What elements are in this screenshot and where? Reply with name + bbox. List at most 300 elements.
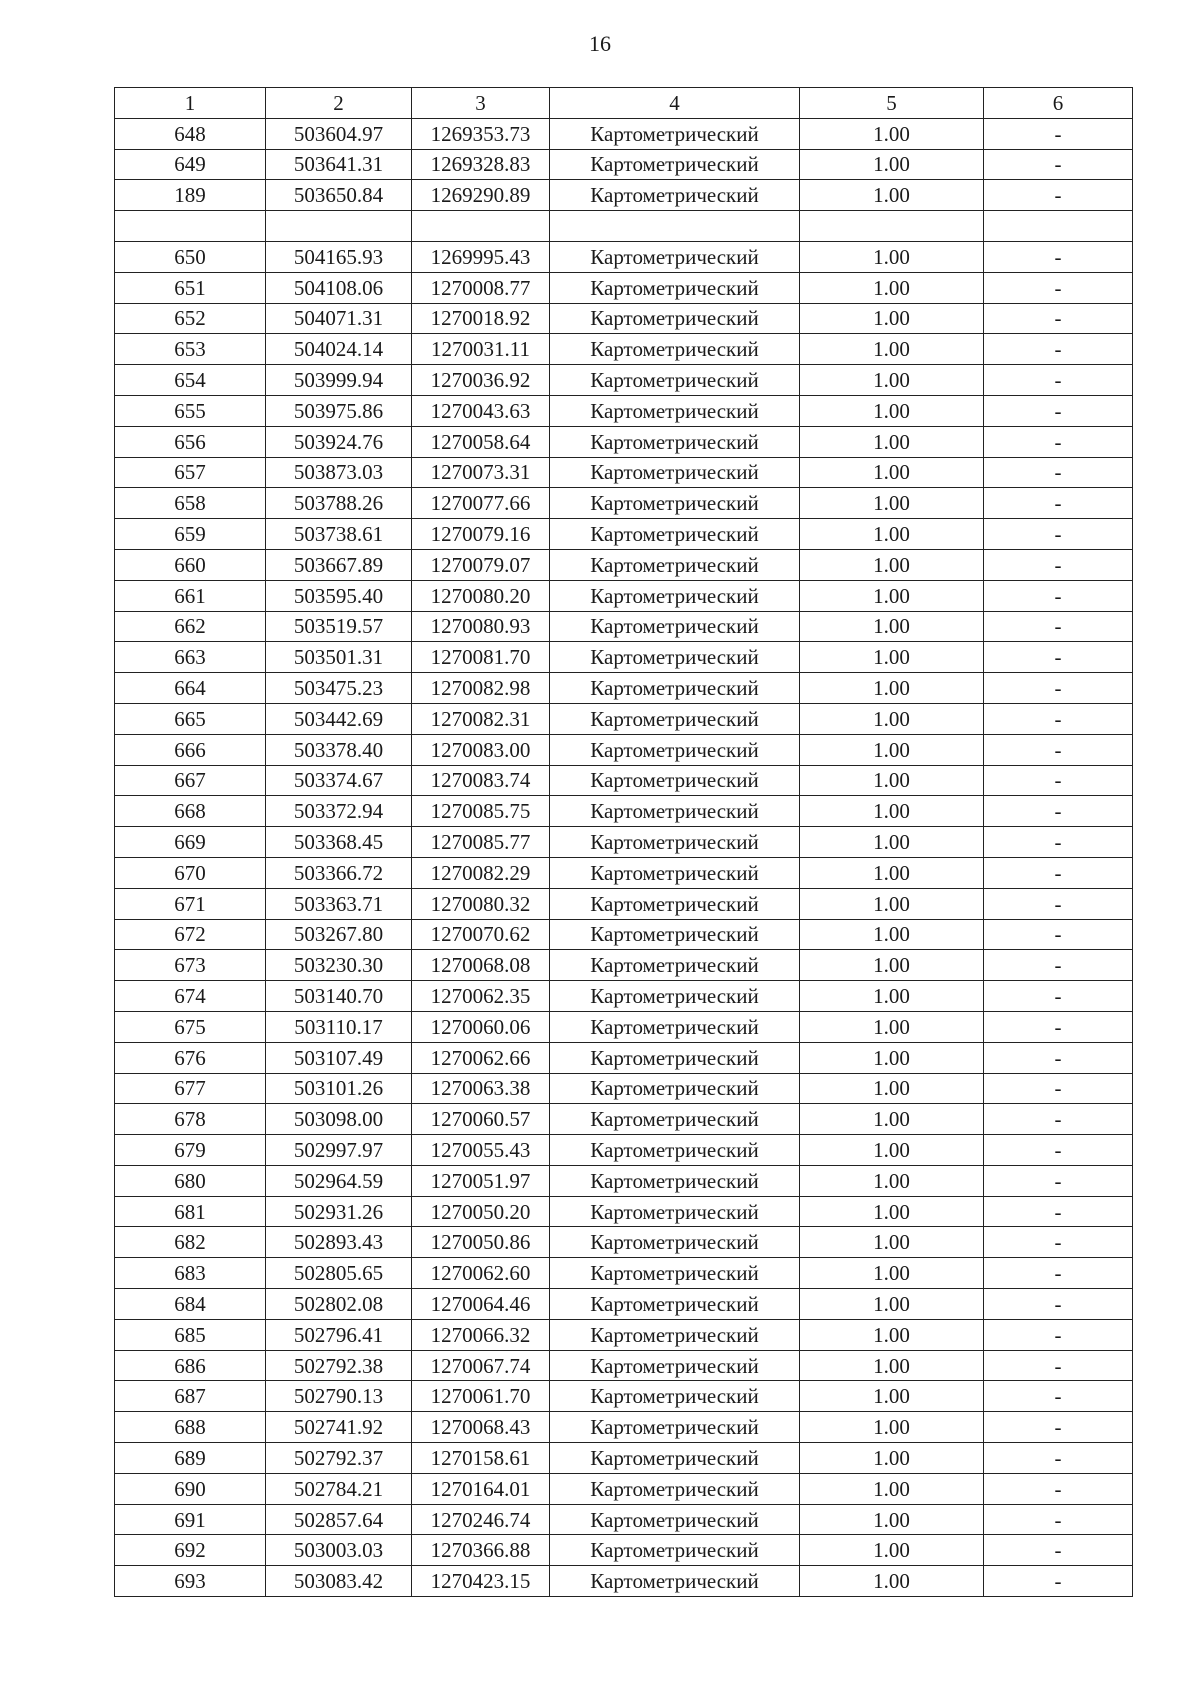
y-coordinate-cell: 1270080.93 <box>412 611 550 642</box>
point-number-cell: 689 <box>115 1443 266 1474</box>
note-cell: - <box>984 334 1133 365</box>
point-number-cell: 678 <box>115 1104 266 1135</box>
table-row <box>115 1289 1133 1320</box>
table-row <box>115 734 1133 765</box>
y-coordinate-cell: 1270085.77 <box>412 827 550 858</box>
accuracy-cell: 1.00 <box>800 765 984 796</box>
note-cell: - <box>984 1227 1133 1258</box>
method-cell: Картометрический <box>550 1412 800 1443</box>
method-cell: Картометрический <box>550 241 800 272</box>
accuracy-cell: 1.00 <box>800 981 984 1012</box>
method-cell: Картометрический <box>550 1381 800 1412</box>
note-cell <box>984 211 1133 242</box>
accuracy-cell: 1.00 <box>800 1042 984 1073</box>
table-row <box>115 611 1133 642</box>
x-coordinate-cell: 503788.26 <box>266 488 412 519</box>
point-number-cell: 675 <box>115 1011 266 1042</box>
y-coordinate-cell: 1270081.70 <box>412 642 550 673</box>
y-coordinate-cell: 1270070.62 <box>412 919 550 950</box>
method-cell: Картометрический <box>550 457 800 488</box>
note-cell: - <box>984 857 1133 888</box>
point-number-cell: 656 <box>115 426 266 457</box>
x-coordinate-cell: 502931.26 <box>266 1196 412 1227</box>
x-coordinate-cell: 503267.80 <box>266 919 412 950</box>
method-cell: Картометрический <box>550 673 800 704</box>
column-header-2: 2 <box>266 88 412 119</box>
x-coordinate-cell: 503604.97 <box>266 118 412 149</box>
note-cell: - <box>984 149 1133 180</box>
y-coordinate-cell: 1270083.00 <box>412 734 550 765</box>
point-number-cell: 653 <box>115 334 266 365</box>
accuracy-cell: 1.00 <box>800 1289 984 1320</box>
y-coordinate-cell: 1270080.32 <box>412 888 550 919</box>
note-cell: - <box>984 272 1133 303</box>
y-coordinate-cell: 1270366.88 <box>412 1535 550 1566</box>
y-coordinate-cell: 1269328.83 <box>412 149 550 180</box>
point-number-cell: 661 <box>115 580 266 611</box>
note-cell: - <box>984 549 1133 580</box>
y-coordinate-cell: 1270066.32 <box>412 1319 550 1350</box>
note-cell: - <box>984 1350 1133 1381</box>
x-coordinate-cell: 503999.94 <box>266 365 412 396</box>
note-cell: - <box>984 888 1133 919</box>
accuracy-cell: 1.00 <box>800 457 984 488</box>
accuracy-cell: 1.00 <box>800 334 984 365</box>
point-number-cell: 679 <box>115 1135 266 1166</box>
note-cell: - <box>984 673 1133 704</box>
method-cell: Картометрический <box>550 1196 800 1227</box>
y-coordinate-cell: 1269995.43 <box>412 241 550 272</box>
note-cell: - <box>984 1443 1133 1474</box>
x-coordinate-cell <box>266 211 412 242</box>
method-cell: Картометрический <box>550 981 800 1012</box>
y-coordinate-cell: 1270068.43 <box>412 1412 550 1443</box>
point-number-cell: 662 <box>115 611 266 642</box>
point-number-cell: 648 <box>115 118 266 149</box>
point-number-cell <box>115 211 266 242</box>
point-number-cell: 681 <box>115 1196 266 1227</box>
x-coordinate-cell: 503101.26 <box>266 1073 412 1104</box>
point-number-cell: 687 <box>115 1381 266 1412</box>
note-cell: - <box>984 1535 1133 1566</box>
table-row <box>115 827 1133 858</box>
note-cell: - <box>984 457 1133 488</box>
table-row <box>115 1412 1133 1443</box>
point-number-cell: 649 <box>115 149 266 180</box>
point-number-cell: 659 <box>115 519 266 550</box>
method-cell: Картометрический <box>550 1011 800 1042</box>
note-cell: - <box>984 1258 1133 1289</box>
y-coordinate-cell: 1270036.92 <box>412 365 550 396</box>
note-cell: - <box>984 1135 1133 1166</box>
method-cell: Картометрический <box>550 1042 800 1073</box>
table-row <box>115 457 1133 488</box>
accuracy-cell: 1.00 <box>800 118 984 149</box>
x-coordinate-cell: 502893.43 <box>266 1227 412 1258</box>
accuracy-cell: 1.00 <box>800 1073 984 1104</box>
method-cell: Картометрический <box>550 827 800 858</box>
accuracy-cell: 1.00 <box>800 1258 984 1289</box>
x-coordinate-cell: 503501.31 <box>266 642 412 673</box>
y-coordinate-cell: 1270079.07 <box>412 549 550 580</box>
method-cell: Картометрический <box>550 642 800 673</box>
table-row <box>115 211 1133 242</box>
note-cell: - <box>984 241 1133 272</box>
table-row <box>115 1196 1133 1227</box>
x-coordinate-cell: 503230.30 <box>266 950 412 981</box>
x-coordinate-cell: 504165.93 <box>266 241 412 272</box>
table-row <box>115 1566 1133 1597</box>
x-coordinate-cell: 503363.71 <box>266 888 412 919</box>
x-coordinate-cell: 503098.00 <box>266 1104 412 1135</box>
point-number-cell: 680 <box>115 1165 266 1196</box>
table-row <box>115 1227 1133 1258</box>
method-cell: Картометрический <box>550 1566 800 1597</box>
x-coordinate-cell: 502741.92 <box>266 1412 412 1443</box>
x-coordinate-cell: 503595.40 <box>266 580 412 611</box>
y-coordinate-cell: 1270008.77 <box>412 272 550 303</box>
table-row <box>115 703 1133 734</box>
table-row <box>115 1073 1133 1104</box>
x-coordinate-cell: 504024.14 <box>266 334 412 365</box>
point-number-cell: 682 <box>115 1227 266 1258</box>
method-cell: Картометрический <box>550 149 800 180</box>
column-header-1: 1 <box>115 88 266 119</box>
table-row <box>115 519 1133 550</box>
method-cell: Картометрический <box>550 118 800 149</box>
column-header-5: 5 <box>800 88 984 119</box>
y-coordinate-cell: 1270060.06 <box>412 1011 550 1042</box>
method-cell: Картометрический <box>550 580 800 611</box>
y-coordinate-cell: 1270158.61 <box>412 1443 550 1474</box>
x-coordinate-cell: 502796.41 <box>266 1319 412 1350</box>
x-coordinate-cell: 503641.31 <box>266 149 412 180</box>
method-cell: Картометрический <box>550 888 800 919</box>
accuracy-cell: 1.00 <box>800 426 984 457</box>
table-row <box>115 1473 1133 1504</box>
table-row <box>115 303 1133 334</box>
point-number-cell: 666 <box>115 734 266 765</box>
point-number-cell: 674 <box>115 981 266 1012</box>
table-body <box>115 118 1133 1596</box>
y-coordinate-cell: 1269353.73 <box>412 118 550 149</box>
method-cell: Картометрический <box>550 180 800 211</box>
accuracy-cell: 1.00 <box>800 919 984 950</box>
point-number-cell: 691 <box>115 1504 266 1535</box>
method-cell: Картометрический <box>550 1227 800 1258</box>
y-coordinate-cell: 1270083.74 <box>412 765 550 796</box>
method-cell: Картометрический <box>550 334 800 365</box>
point-number-cell: 189 <box>115 180 266 211</box>
table-row <box>115 1443 1133 1474</box>
table-row <box>115 580 1133 611</box>
accuracy-cell: 1.00 <box>800 519 984 550</box>
accuracy-cell: 1.00 <box>800 888 984 919</box>
note-cell: - <box>984 1011 1133 1042</box>
x-coordinate-cell: 502802.08 <box>266 1289 412 1320</box>
y-coordinate-cell: 1270067.74 <box>412 1350 550 1381</box>
y-coordinate-cell: 1270051.97 <box>412 1165 550 1196</box>
note-cell: - <box>984 796 1133 827</box>
point-number-cell: 650 <box>115 241 266 272</box>
table-row <box>115 1504 1133 1535</box>
point-number-cell: 658 <box>115 488 266 519</box>
point-number-cell: 660 <box>115 549 266 580</box>
y-coordinate-cell: 1270423.15 <box>412 1566 550 1597</box>
x-coordinate-cell: 503378.40 <box>266 734 412 765</box>
y-coordinate-cell: 1270077.66 <box>412 488 550 519</box>
table-row <box>115 549 1133 580</box>
accuracy-cell: 1.00 <box>800 1535 984 1566</box>
y-coordinate-cell: 1270062.66 <box>412 1042 550 1073</box>
note-cell: - <box>984 950 1133 981</box>
note-cell: - <box>984 1473 1133 1504</box>
note-cell: - <box>984 981 1133 1012</box>
note-cell: - <box>984 426 1133 457</box>
table-row <box>115 981 1133 1012</box>
note-cell: - <box>984 519 1133 550</box>
accuracy-cell: 1.00 <box>800 1504 984 1535</box>
method-cell: Картометрический <box>550 1443 800 1474</box>
note-cell: - <box>984 765 1133 796</box>
x-coordinate-cell: 503738.61 <box>266 519 412 550</box>
method-cell: Картометрический <box>550 1350 800 1381</box>
method-cell: Картометрический <box>550 519 800 550</box>
x-coordinate-cell: 503372.94 <box>266 796 412 827</box>
table-row <box>115 1258 1133 1289</box>
point-number-cell: 669 <box>115 827 266 858</box>
note-cell: - <box>984 1381 1133 1412</box>
table-row <box>115 857 1133 888</box>
table-row <box>115 919 1133 950</box>
x-coordinate-cell: 503519.57 <box>266 611 412 642</box>
column-header-3: 3 <box>412 88 550 119</box>
y-coordinate-cell: 1270062.60 <box>412 1258 550 1289</box>
point-number-cell: 676 <box>115 1042 266 1073</box>
table-row <box>115 241 1133 272</box>
accuracy-cell: 1.00 <box>800 642 984 673</box>
x-coordinate-cell: 503107.49 <box>266 1042 412 1073</box>
note-cell: - <box>984 303 1133 334</box>
x-coordinate-cell: 503140.70 <box>266 981 412 1012</box>
table-row <box>115 149 1133 180</box>
method-cell: Картометрический <box>550 488 800 519</box>
x-coordinate-cell: 503366.72 <box>266 857 412 888</box>
x-coordinate-cell: 502805.65 <box>266 1258 412 1289</box>
point-number-cell: 663 <box>115 642 266 673</box>
point-number-cell: 668 <box>115 796 266 827</box>
note-cell: - <box>984 118 1133 149</box>
note-cell: - <box>984 1412 1133 1443</box>
accuracy-cell: 1.00 <box>800 1135 984 1166</box>
table-row <box>115 426 1133 457</box>
note-cell: - <box>984 1289 1133 1320</box>
table-row <box>115 1135 1133 1166</box>
y-coordinate-cell: 1270164.01 <box>412 1473 550 1504</box>
accuracy-cell: 1.00 <box>800 1227 984 1258</box>
point-number-cell: 664 <box>115 673 266 704</box>
method-cell: Картометрический <box>550 549 800 580</box>
x-coordinate-cell: 502964.59 <box>266 1165 412 1196</box>
table-header-row <box>115 88 1133 119</box>
y-coordinate-cell: 1270062.35 <box>412 981 550 1012</box>
note-cell: - <box>984 1104 1133 1135</box>
y-coordinate-cell: 1270079.16 <box>412 519 550 550</box>
point-number-cell: 655 <box>115 395 266 426</box>
x-coordinate-cell: 502857.64 <box>266 1504 412 1535</box>
point-number-cell: 683 <box>115 1258 266 1289</box>
x-coordinate-cell: 502784.21 <box>266 1473 412 1504</box>
accuracy-cell: 1.00 <box>800 272 984 303</box>
accuracy-cell: 1.00 <box>800 1104 984 1135</box>
table-row <box>115 950 1133 981</box>
table-row <box>115 1319 1133 1350</box>
x-coordinate-cell: 503003.03 <box>266 1535 412 1566</box>
accuracy-cell: 1.00 <box>800 1443 984 1474</box>
y-coordinate-cell: 1270050.20 <box>412 1196 550 1227</box>
method-cell: Картометрический <box>550 950 800 981</box>
x-coordinate-cell: 503873.03 <box>266 457 412 488</box>
table-row <box>115 180 1133 211</box>
table-row <box>115 888 1133 919</box>
y-coordinate-cell <box>412 211 550 242</box>
y-coordinate-cell: 1270058.64 <box>412 426 550 457</box>
point-number-cell: 685 <box>115 1319 266 1350</box>
point-number-cell: 672 <box>115 919 266 950</box>
x-coordinate-cell: 503442.69 <box>266 703 412 734</box>
accuracy-cell: 1.00 <box>800 857 984 888</box>
note-cell: - <box>984 1196 1133 1227</box>
table-row <box>115 488 1133 519</box>
table-row <box>115 1535 1133 1566</box>
point-number-cell: 688 <box>115 1412 266 1443</box>
method-cell: Картометрический <box>550 703 800 734</box>
note-cell: - <box>984 642 1133 673</box>
y-coordinate-cell: 1270018.92 <box>412 303 550 334</box>
method-cell <box>550 211 800 242</box>
x-coordinate-cell: 502792.37 <box>266 1443 412 1474</box>
accuracy-cell: 1.00 <box>800 796 984 827</box>
note-cell: - <box>984 919 1133 950</box>
x-coordinate-cell: 502792.38 <box>266 1350 412 1381</box>
note-cell: - <box>984 488 1133 519</box>
table-row <box>115 334 1133 365</box>
note-cell: - <box>984 1504 1133 1535</box>
column-header-6: 6 <box>984 88 1133 119</box>
coordinates-table <box>114 87 1133 1597</box>
accuracy-cell: 1.00 <box>800 611 984 642</box>
y-coordinate-cell: 1270082.98 <box>412 673 550 704</box>
accuracy-cell: 1.00 <box>800 703 984 734</box>
method-cell: Картометрический <box>550 857 800 888</box>
y-coordinate-cell: 1270060.57 <box>412 1104 550 1135</box>
method-cell: Картометрический <box>550 1504 800 1535</box>
accuracy-cell: 1.00 <box>800 365 984 396</box>
point-number-cell: 690 <box>115 1473 266 1504</box>
note-cell: - <box>984 1566 1133 1597</box>
accuracy-cell: 1.00 <box>800 488 984 519</box>
accuracy-cell: 1.00 <box>800 1412 984 1443</box>
note-cell: - <box>984 611 1133 642</box>
x-coordinate-cell: 503924.76 <box>266 426 412 457</box>
method-cell: Картометрический <box>550 919 800 950</box>
x-coordinate-cell: 503374.67 <box>266 765 412 796</box>
accuracy-cell: 1.00 <box>800 1473 984 1504</box>
y-coordinate-cell: 1269290.89 <box>412 180 550 211</box>
method-cell: Картометрический <box>550 1258 800 1289</box>
method-cell: Картометрический <box>550 734 800 765</box>
point-number-cell: 692 <box>115 1535 266 1566</box>
accuracy-cell: 1.00 <box>800 827 984 858</box>
note-cell: - <box>984 1042 1133 1073</box>
method-cell: Картометрический <box>550 1073 800 1104</box>
y-coordinate-cell: 1270043.63 <box>412 395 550 426</box>
note-cell: - <box>984 703 1133 734</box>
y-coordinate-cell: 1270080.20 <box>412 580 550 611</box>
accuracy-cell: 1.00 <box>800 1319 984 1350</box>
method-cell: Картометрический <box>550 1165 800 1196</box>
point-number-cell: 665 <box>115 703 266 734</box>
accuracy-cell: 1.00 <box>800 1350 984 1381</box>
table-row <box>115 673 1133 704</box>
table-row <box>115 765 1133 796</box>
method-cell: Картометрический <box>550 303 800 334</box>
table-row <box>115 1381 1133 1412</box>
note-cell: - <box>984 365 1133 396</box>
accuracy-cell: 1.00 <box>800 241 984 272</box>
column-header-4: 4 <box>550 88 800 119</box>
x-coordinate-cell: 504108.06 <box>266 272 412 303</box>
point-number-cell: 652 <box>115 303 266 334</box>
method-cell: Картометрический <box>550 272 800 303</box>
method-cell: Картометрический <box>550 796 800 827</box>
note-cell: - <box>984 1165 1133 1196</box>
note-cell: - <box>984 734 1133 765</box>
x-coordinate-cell: 503975.86 <box>266 395 412 426</box>
x-coordinate-cell: 503083.42 <box>266 1566 412 1597</box>
y-coordinate-cell: 1270082.31 <box>412 703 550 734</box>
y-coordinate-cell: 1270050.86 <box>412 1227 550 1258</box>
y-coordinate-cell: 1270082.29 <box>412 857 550 888</box>
point-number-cell: 673 <box>115 950 266 981</box>
x-coordinate-cell: 504071.31 <box>266 303 412 334</box>
method-cell: Картометрический <box>550 426 800 457</box>
y-coordinate-cell: 1270063.38 <box>412 1073 550 1104</box>
point-number-cell: 667 <box>115 765 266 796</box>
accuracy-cell: 1.00 <box>800 1011 984 1042</box>
accuracy-cell: 1.00 <box>800 1196 984 1227</box>
point-number-cell: 686 <box>115 1350 266 1381</box>
point-number-cell: 677 <box>115 1073 266 1104</box>
accuracy-cell: 1.00 <box>800 580 984 611</box>
accuracy-cell: 1.00 <box>800 395 984 426</box>
table-row <box>115 365 1133 396</box>
note-cell: - <box>984 827 1133 858</box>
note-cell: - <box>984 580 1133 611</box>
method-cell: Картометрический <box>550 1319 800 1350</box>
y-coordinate-cell: 1270085.75 <box>412 796 550 827</box>
accuracy-cell: 1.00 <box>800 673 984 704</box>
accuracy-cell: 1.00 <box>800 1165 984 1196</box>
table-row <box>115 1104 1133 1135</box>
y-coordinate-cell: 1270061.70 <box>412 1381 550 1412</box>
method-cell: Картометрический <box>550 365 800 396</box>
accuracy-cell <box>800 211 984 242</box>
page-number: 16 <box>589 31 611 56</box>
table-row <box>115 395 1133 426</box>
table-row <box>115 1011 1133 1042</box>
point-number-cell: 684 <box>115 1289 266 1320</box>
